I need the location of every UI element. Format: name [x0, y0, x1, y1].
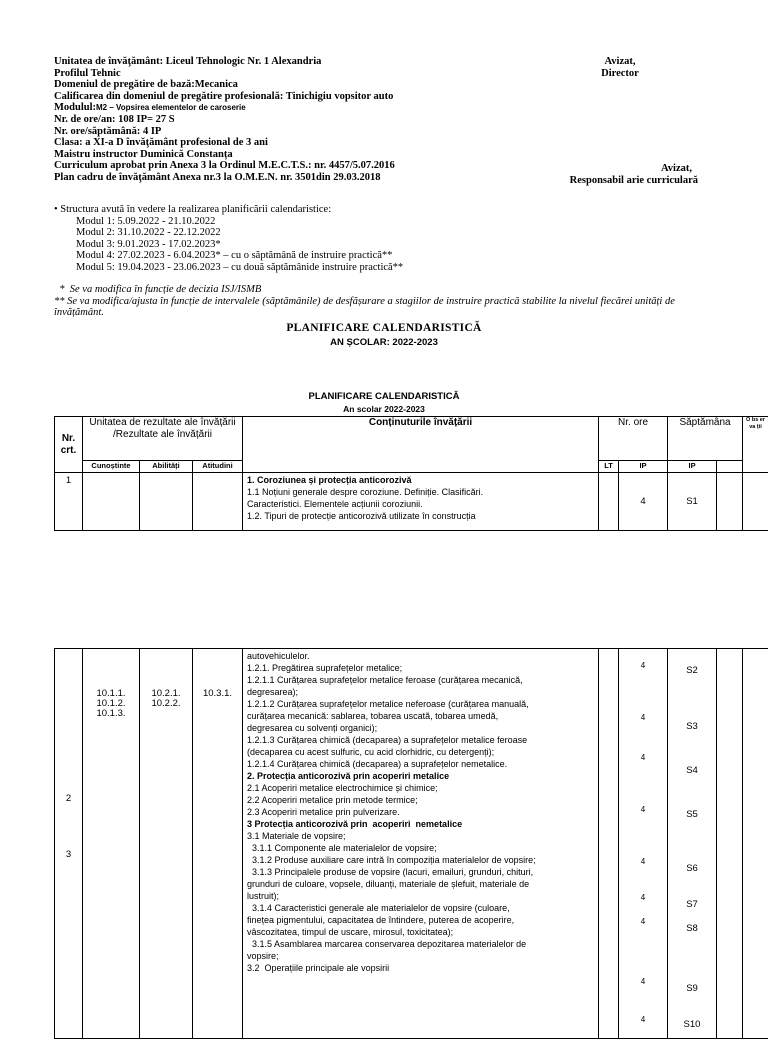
ip-hours: 4	[619, 857, 667, 866]
content-line: 1.2.1.3 Curățarea chimică (decaparea) a suprafețelor metalice feroase	[247, 734, 594, 746]
row-number: 2	[55, 793, 82, 804]
week-cell	[668, 649, 717, 1039]
week-label: S2	[668, 665, 716, 676]
header-lt: LT	[599, 461, 619, 473]
module-label: Modulul:	[54, 102, 96, 113]
abilitati-cell	[140, 473, 193, 531]
table-row	[55, 473, 768, 531]
content-line: 2.3 Acoperiri metalice prin pulverizare.	[247, 806, 594, 818]
director-label: Director	[590, 68, 650, 80]
page-title: PLANIFICARE CALENDARISTICĂ	[0, 322, 768, 334]
structure-section	[54, 204, 403, 274]
content-line: lustruit);	[247, 890, 594, 902]
week-label: S7	[668, 899, 716, 910]
lt-cell	[599, 473, 619, 531]
atitudini-cell	[193, 649, 243, 1039]
table-title: PLANIFICARE CALENDARISTICĂ	[0, 391, 768, 402]
header-unitatea: Unitatea de rezultate ale învățării /Rezultate ale învățării	[83, 417, 243, 461]
content-line: autovehiculelor.	[247, 650, 594, 662]
footnotes	[54, 284, 724, 319]
approval-responsabil	[538, 163, 698, 186]
abilitati-cell	[140, 649, 193, 1039]
content-line: 3 Protecția anticorozivă prin acoperiri nemetalice	[247, 818, 594, 830]
header-abilitati: Abilități	[140, 461, 193, 473]
content-line: 3.1.5 Asamblarea marcarea conservarea depozitarea materialelor de	[247, 938, 594, 950]
content-line: degresarea);	[247, 686, 594, 698]
header-nr-ore: Nr. ore	[599, 417, 668, 461]
ip-hours: 4	[619, 893, 667, 902]
responsabil-label: Responsabil arie curriculară	[538, 175, 698, 187]
ip-hours: 4	[619, 753, 667, 762]
header-line: Nr. de ore/an: 108 IP= 27 S	[54, 114, 395, 126]
content-line: 1.1 Noțiuni generale despre coroziune. Definiție. Clasificări.	[247, 486, 594, 498]
header-line: Nr. ore/săptămână: 4 IP	[54, 126, 395, 138]
header-ip-week: IP	[668, 461, 717, 473]
footnote: ** Se va modifica/ajusta în funcție de intervalele (săptămânile) de desfășurare a stagiilor de instruire practică stabilite la nivelul fiecărei unități de învățământ.	[54, 296, 724, 319]
content-line: 3.1.4 Caracteristici generale ale materialelor de vopsire (culoare,	[247, 902, 594, 914]
footnote: * Se va modifica în funcție de decizia ISJ/ISMB	[54, 284, 724, 296]
header-observatii: O bs er va ții	[743, 417, 768, 473]
table-year: An scolar 2022-2023	[0, 404, 768, 414]
code: 10.1.2.	[83, 699, 139, 709]
content-line: grunduri de culoare, vopsele, diluanți, materiale de șlefuit, materiale de	[247, 878, 594, 890]
table-row	[55, 649, 768, 1039]
week-label: S6	[668, 863, 716, 874]
module-period: Modul 2: 31.10.2022 - 22.12.2022	[54, 227, 403, 239]
avizat-label: Avizat,	[590, 56, 650, 68]
ip-hours: 4	[619, 713, 667, 722]
content-line: (decaparea cu acest sulfuric, cu acid clorhidric, cu detergenți);	[247, 746, 594, 758]
ip-hours: 4	[619, 917, 667, 926]
header-empty	[717, 461, 743, 473]
content-line: finețea pigmentului, capacitatea de întindere, puterea de acoperire,	[247, 914, 594, 926]
content-line: 1. Coroziunea și protecția anticorozivă	[247, 474, 594, 486]
ip-hours: 4	[619, 977, 667, 986]
row-number-cell	[55, 649, 83, 1039]
module-period: Modul 3: 9.01.2023 - 17.02.2023*	[54, 239, 403, 251]
header-atitudini: Atitudini	[193, 461, 243, 473]
content-line: 1.2.1.4 Curățarea chimică (decaparea) a suprafețelor nemetalice.	[247, 758, 594, 770]
header-line: Calificarea din domeniul de pregătire profesională: Tinichigiu vopsitor auto	[54, 91, 395, 103]
module-period: Modul 1: 5.09.2022 - 21.10.2022	[54, 216, 403, 228]
week-label: S10	[668, 1019, 716, 1030]
content-line: 2.1 Acoperiri metalice electrochimice și chimice;	[247, 782, 594, 794]
lt-cell	[599, 649, 619, 1039]
week-label: S4	[668, 765, 716, 776]
content-line: 3.1.1 Componente ale materialelor de vopsire;	[247, 842, 594, 854]
document-header	[54, 56, 395, 184]
week-label: S3	[668, 721, 716, 732]
week-label: S9	[668, 983, 716, 994]
header-continuturi: Conținuturile învățării	[243, 417, 599, 473]
header-line: Plan cadru de învăţământ Anexa nr.3 la O.M.E.N. nr. 3501din 29.03.2018	[54, 172, 395, 184]
header-line: Unitatea de învăţământ: Liceul Tehnologic Nr. 1 Alexandria	[54, 56, 395, 68]
row-number: 3	[55, 849, 82, 860]
planning-table	[54, 416, 768, 531]
header-ip: IP	[619, 461, 668, 473]
school-year: AN ȘCOLAR: 2022-2023	[0, 337, 768, 348]
cunostinte-cell	[83, 473, 140, 531]
avizat-label: Avizat,	[538, 163, 698, 175]
content-line: 1.2. Tipuri de protecție anticorozivă utilizate în construcția	[247, 510, 594, 522]
header-line: Maistru instructor Duminică Constanța	[54, 149, 395, 161]
content-line: vâscozitatea, timpul de uscare, mirosul, toxicitatea);	[247, 926, 594, 938]
header-saptamana: Săptămâna	[668, 417, 743, 461]
content-line: 1.2.1. Pregătirea suprafețelor metalice;	[247, 662, 594, 674]
content-line: 3.1.3 Principalele produse de vopsire (lacuri, emailuri, grunduri, chituri,	[247, 866, 594, 878]
observatii-cell	[743, 649, 768, 1039]
ip-hours: 4	[619, 805, 667, 814]
ip-cell	[619, 649, 668, 1039]
header-line: Profilul Tehnic	[54, 68, 395, 80]
header-cunostinte: Cunoștinte	[83, 461, 140, 473]
atitudini-cell	[193, 473, 243, 531]
header-line: Clasa: a XI-a D învăţământ profesional de 3 ani	[54, 137, 395, 149]
code: 10.3.1.	[193, 689, 242, 699]
content-line: Caracteristici. Elementele acțiunii coroziunii.	[247, 498, 594, 510]
content-line: curățarea mecanică: sablarea, tobarea uscată, tobarea umedă,	[247, 710, 594, 722]
week-label: S5	[668, 809, 716, 820]
content-line: 3.1.2 Produse auxiliare care intră în compoziția materialelor de vopsire;	[247, 854, 594, 866]
week-extra-cell	[717, 649, 743, 1039]
week-label: S1	[668, 473, 717, 531]
module-name: M2 – Vopsirea elementelor de caroserie	[96, 103, 246, 112]
code: 10.2.1.	[140, 689, 192, 699]
content-line: 2.2 Acoperiri metalice prin metode termice;	[247, 794, 594, 806]
observatii-cell	[743, 473, 768, 531]
header-line: Domeniul de pregătire de bază:Mecanica	[54, 79, 395, 91]
code: 10.1.1.	[83, 689, 139, 699]
header-nr-crt: Nr. crt.	[55, 417, 83, 473]
planning-table-continued	[54, 648, 768, 1039]
approval-director	[590, 56, 650, 79]
module-period: Modul 5: 19.04.2023 - 23.06.2023 – cu două săptămânide instruire practică**	[54, 262, 403, 274]
content-line: 3.2 Operațiile principale ale vopsirii	[247, 962, 594, 974]
content-cell	[243, 473, 599, 531]
ip-hours: 4	[619, 1015, 667, 1024]
content-line: 2. Protecția anticorozivă prin acoperiri metalice	[247, 770, 594, 782]
content-line: vopsire;	[247, 950, 594, 962]
content-line: 3.1 Materiale de vopsire;	[247, 830, 594, 842]
content-line: degresarea cu solvenți organici);	[247, 722, 594, 734]
cunostinte-cell	[83, 649, 140, 1039]
structure-intro: • Structura avută în vedere la realizarea planificării calendaristice:	[54, 204, 403, 216]
content-line: 1.2.1.1 Curățarea suprafețelor metalice feroase (curățarea mecanică,	[247, 674, 594, 686]
ip-hours: 4	[619, 661, 667, 670]
content-line: 1.2.1.2 Curățarea suprafețelor metalice neferoase (curățarea manuală,	[247, 698, 594, 710]
content-cell	[243, 649, 599, 1039]
module-period: Modul 4: 27.02.2023 - 6.04.2023* – cu o săptămână de instruire practică**	[54, 250, 403, 262]
code: 10.2.2.	[140, 699, 192, 709]
week-extra-cell	[717, 473, 743, 531]
week-label: S8	[668, 923, 716, 934]
header-line: Curriculum aprobat prin Anexa 3 la Ordinul M.E.C.T.S.: nr. 4457/5.07.2016	[54, 160, 395, 172]
row-number: 1	[55, 473, 83, 531]
ip-hours: 4	[619, 473, 668, 531]
code: 10.1.3.	[83, 709, 139, 719]
module-line	[54, 102, 395, 114]
